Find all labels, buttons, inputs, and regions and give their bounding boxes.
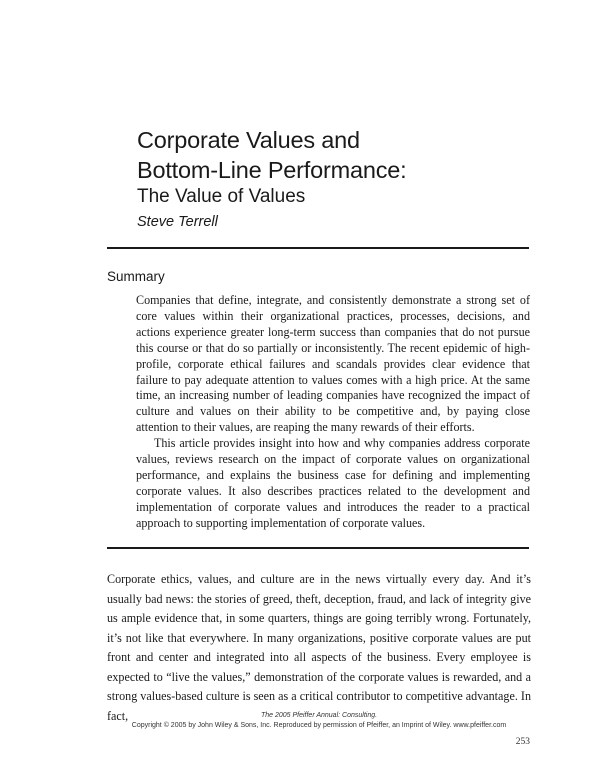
summary-body (136, 293, 530, 532)
footer-copyright: Copyright © 2005 by John Wiley & Sons, Inc. Reproduced by permission of Pfeiffer, an Imprint of Wiley. www.pfeiffer.com (131, 722, 507, 729)
article-subtitle: The Value of Values (137, 186, 306, 207)
page-number: 253 (515, 737, 530, 747)
summary-bottom-rule (107, 547, 529, 549)
summary-heading: Summary (107, 269, 165, 284)
summary-paragraph-1: Companies that define, integrate, and consistently demonstrate a strong set of core values within their organizational practices, processes, decisions, and actions experience greater long-term success than companies that do not pursue this course or that do so partially or inconsistently. The recent epidemic of high-profile, corporate ethical failures and scandals provides clear evidence that failure to pay adequate attention to values comes with a high price. At the same time, an increasing number of leading companies have recognized the impact of culture and values on their ability to be competitive and, by paying close attention to their values, are reaping the many rewards of their efforts. (136, 293, 530, 435)
article-author: Steve Terrell (137, 214, 218, 230)
footer-journal: The 2005 Pfeiffer Annual: Consulting. (260, 712, 378, 719)
page-footer (107, 711, 531, 731)
summary-paragraph-2: This article provides insight into how and why companies address corporate values, reviews research on the impact of corporate values on organizational performance, and explains the business case for defining and implementing corporate values. It also describes practices related to the development and implementation of corporate values and introduces the reader to a practical approach to supporting implementation of corporate values. (136, 436, 530, 530)
title-line-1: Corporate Values and (137, 127, 360, 153)
title-line-2: Bottom-Line Performance: (137, 157, 407, 183)
article-title (137, 125, 537, 185)
body-paragraph-1: Corporate ethics, values, and culture are in the news virtually every day. And it’s usually bad news: the stories of greed, theft, deception, fraud, and lack of integrity give us ample evidence that, in some quarters, things are going terribly wrong. Fortunately, it’s not like that everywhere. In many organizations, positive corporate values are put front and center and integrated into all aspects of the business. Every employee is expected to “live the values,” demonstration of the corporate values is rewarded, and a strong values-based culture is seen as a critical contributor to competitive advantage. In fact, (107, 572, 531, 723)
summary-top-rule (107, 247, 529, 249)
